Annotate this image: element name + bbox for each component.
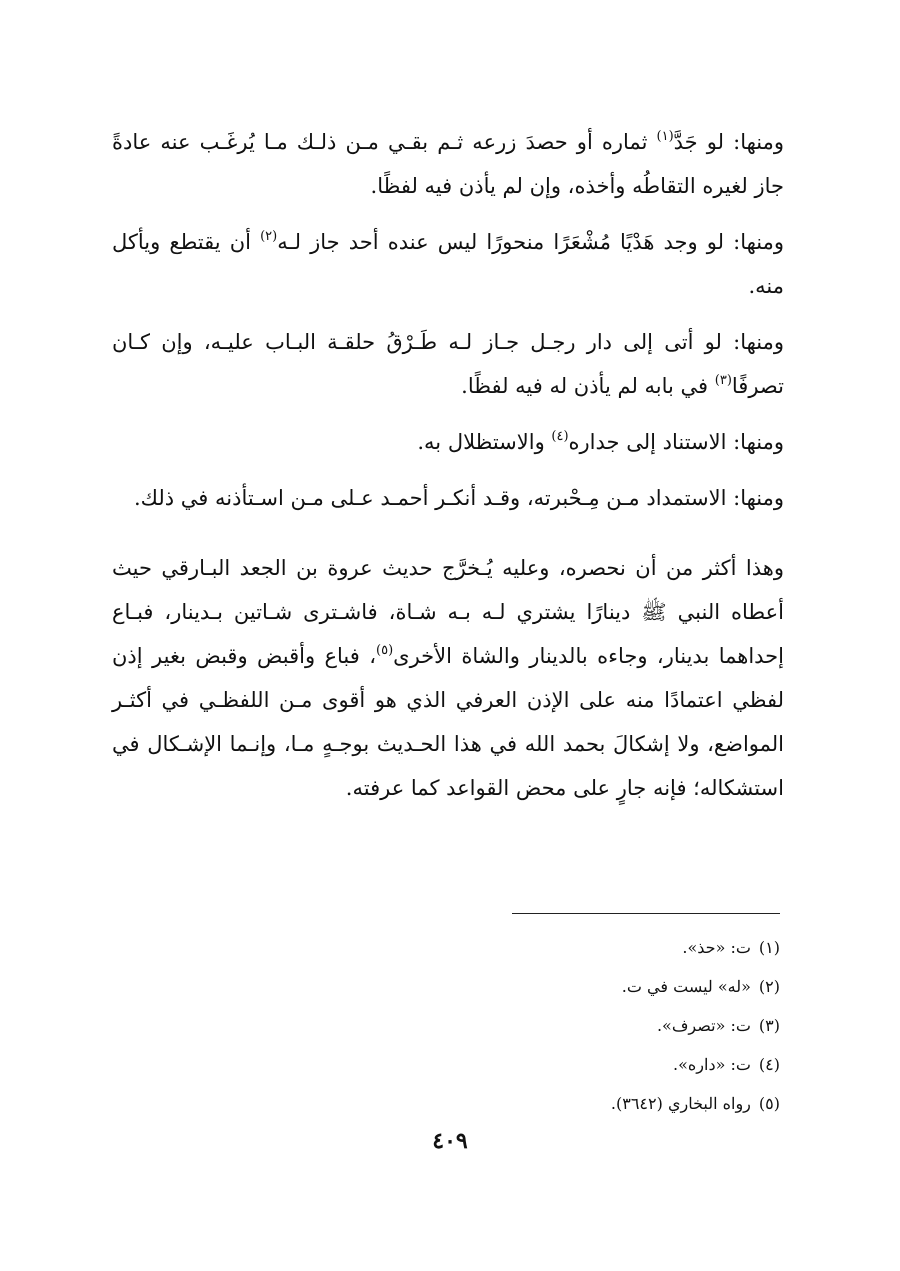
- footnote-5: [220, 1084, 780, 1123]
- footnote-number: (٣): [758, 1016, 780, 1035]
- footnote-2: [220, 967, 780, 1006]
- footnote-text: «له» ليست في ت.: [621, 977, 751, 996]
- footnote-number: (٥): [758, 1094, 780, 1113]
- footnote-number: (٢): [758, 977, 780, 996]
- footnote-text: ت: «حذ».: [682, 938, 751, 957]
- paragraph-3: ومنها: لو أتى إلى دار رجـل جـاز لـه طَـرْقُ حلقـة البـاب عليـه، وإن كـان تصرفًا$^{(٣)}$ في بابه لم يأذن له فيه لفظًا.: [112, 330, 784, 398]
- footnote-text: ت: «داره».: [673, 1055, 751, 1074]
- paragraph-1: ومنها: لو جَدَّ$^{(١)}$ ثماره أو حصدَ زرعه ثـم بقـي مـن ذلـك مـا يُرغَـب عنه عادةً جاز لغيره التقاطُه وأخذه، وإن لم يأذن فيه لفظًا.: [112, 129, 784, 198]
- paragraph-5: ومنها: الاستمداد مـن مِـحْبرته، وقـد أنكـر أحمـد عـلى مـن اسـتأذنه في ذلك.: [133, 486, 784, 510]
- footnote-ref-4: (٤): [551, 429, 569, 444]
- page-number: ٤٠٩: [432, 1128, 468, 1154]
- footnote-3: [220, 1006, 780, 1045]
- footnote-4: [220, 1045, 780, 1084]
- footnote-text: رواه البخاري (٣٦٤٢).: [610, 1094, 751, 1113]
- footnote-1: [220, 928, 780, 967]
- footnote-ref-1: (١): [656, 129, 674, 144]
- footnote-ref-2: (٢): [260, 229, 278, 244]
- footnote-number: (٤): [758, 1055, 780, 1074]
- footnotes: [220, 928, 780, 1123]
- footnote-text: ت: «تصرف».: [656, 1016, 751, 1035]
- footnote-number: (١): [758, 938, 780, 957]
- main-text: [112, 120, 784, 822]
- footnote-ref-3: (٣): [714, 373, 732, 388]
- paragraph-4: ومنها: الاستناد إلى جداره$^{(٤)}$ والاستظلال به.: [417, 429, 784, 454]
- footnote-separator: [512, 913, 780, 914]
- paragraph-6: وهذا أكثر من أن نحصره، وعليه يُـخرَّج حديث عروة بن الجعد البـارقي حيث أعطاه النبي ﷺ دينارًا يشتري لـه بـه شـاة، فاشـترى شـاتين بـدينار، فبـاع إحداهما بدينار، وجاءه بالدينار والشاة الأخرى$^{(٥)}$، فباع وأقبض وقبض بغير إذن لفظي اعتمادًا منه على الإذن العرفي الذي هو أقوى مـن اللفظـي في أكثـر المواضع، ولا إشكالَ بحمد الله في هذا الحـديث بوجـهٍ مـا، وإنـما الإشـكال في استشكاله؛ فإنه جارٍ على محض القواعد كما عرفته.: [112, 556, 784, 800]
- paragraph-2: ومنها: لو وجد هَدْيًا مُشْعَرًا منحورًا ليس عنده أحد جاز لـه$^{(٢)}$ أن يقتطع ويأكل منه.: [112, 229, 784, 298]
- footnote-ref-5: (٥): [376, 643, 394, 658]
